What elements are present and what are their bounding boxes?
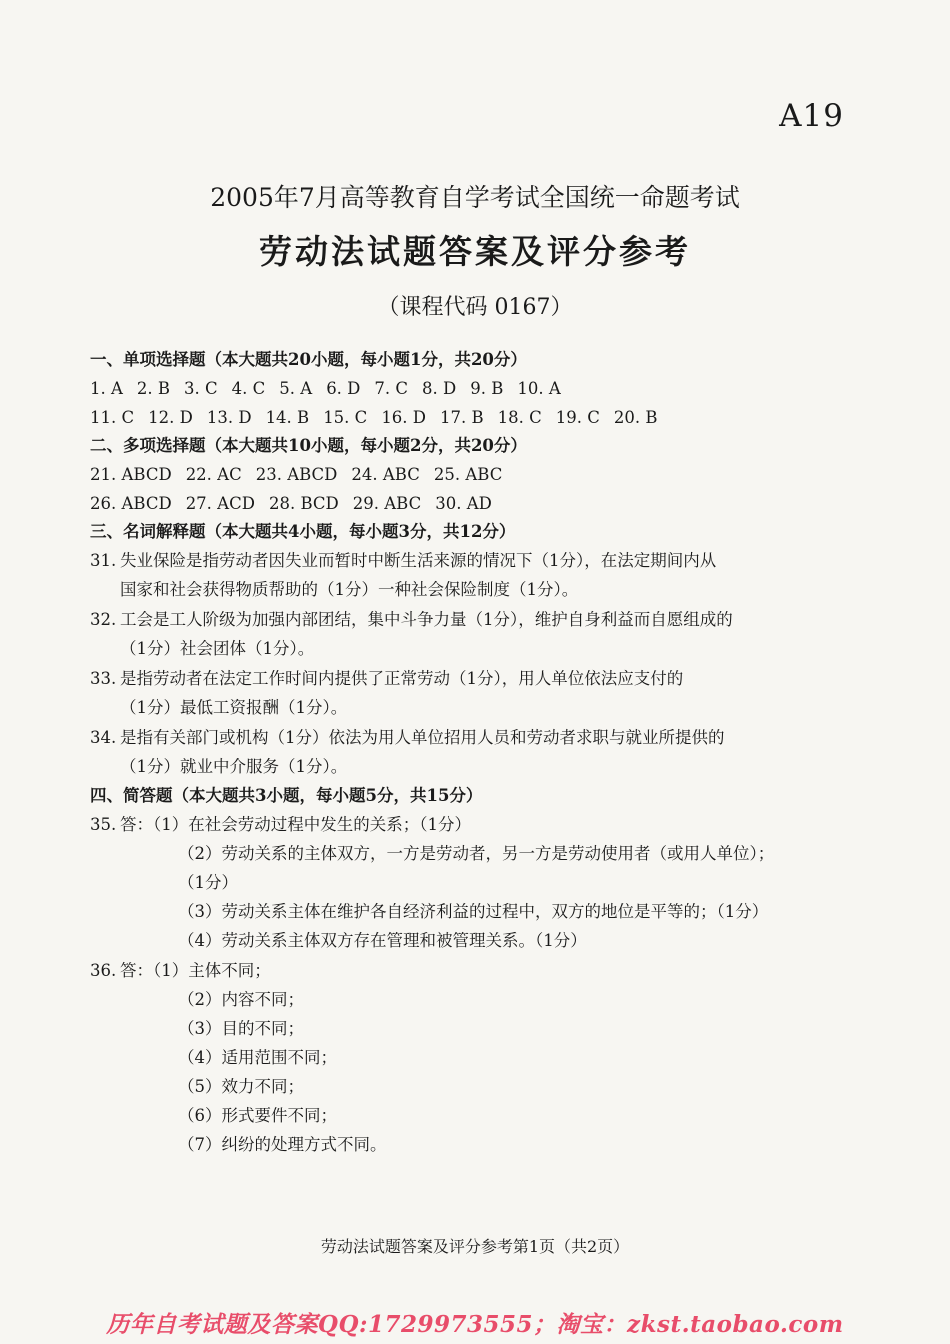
question-35 [90, 810, 820, 955]
answer-text: （1分） [178, 873, 238, 892]
answer-item: 27. ACD [185, 494, 255, 513]
answer-text: （1分）就业中介服务（1分）。 [120, 757, 348, 776]
question-number: 35. [90, 815, 117, 834]
question-number: 32. [90, 610, 117, 629]
answer-item: 5. A [279, 379, 313, 398]
paper-code: A19 [779, 98, 844, 134]
question-33 [90, 664, 820, 722]
answer-item: 11. C [90, 408, 135, 427]
answer-item: 25. ABC [433, 465, 503, 484]
answer-item: 16. D [381, 408, 427, 427]
answer-text: （4）劳动关系主体双方存在管理和被管理关系。（1分） [178, 931, 587, 950]
answer-text: （3）劳动关系主体在维护各自经济利益的过程中，双方的地位是平等的；（1分） [178, 902, 769, 921]
answer-item: 15. C [323, 408, 368, 427]
question-34 [90, 723, 820, 781]
section-heading: 三、名词解释题（本大题共4小题，每小题3分，共12分） [90, 522, 516, 541]
answer-row [90, 374, 820, 403]
answer-item: 9. B [470, 379, 504, 398]
answer-item: 21. ABCD [90, 465, 172, 484]
watermark-text: 历年自考试题及答案QQ:1729973555；淘宝：zkst.taobao.com [106, 1311, 844, 1338]
question-36 [90, 956, 820, 1159]
answer-item: 29. ABC [352, 494, 422, 513]
answer-item: 12. D [148, 408, 193, 427]
answer-text: （2）内容不同； [178, 990, 304, 1009]
course-code: （课程代码 0167） [377, 295, 573, 320]
answer-item: 3. C [184, 379, 218, 398]
answer-text: （2）劳动关系的主体双方，一方是劳动者，另一方是劳动使用者（或用人单位）； [178, 844, 775, 863]
answer-item: 26. ABCD [90, 494, 172, 513]
question-32 [90, 605, 820, 663]
answer-text: 是指有关部门或机构（1分）依法为用人单位招用人员和劳动者求职与就业所提供的 [120, 728, 725, 747]
answer-item: 6. D [326, 379, 361, 398]
question-number: 34. [90, 728, 117, 747]
answer-item: 14. B [265, 408, 310, 427]
answer-text: （1分）社会团体（1分）。 [120, 639, 315, 658]
answer-item: 13. D [206, 408, 252, 427]
answer-item: 18. C [497, 408, 542, 427]
answer-item: 24. ABC [351, 465, 420, 484]
answer-row [90, 489, 820, 518]
section-heading: 二、多项选择题（本大题共10小题，每小题2分，共20分） [90, 436, 527, 455]
answer-item: 8. D [422, 379, 457, 398]
answer-row [90, 460, 820, 489]
answer-text: （1分）最低工资报酬（1分）。 [120, 698, 348, 717]
answer-item: 7. C [374, 379, 409, 398]
answer-item: 1. A [90, 379, 123, 398]
answer-text: （5）效力不同； [178, 1077, 304, 1096]
answer-row [90, 403, 820, 432]
answer-text: 工会是工人阶级为加强内部团结，集中斗争力量（1分），维护自身利益而自愿组成的 [120, 610, 733, 629]
question-31 [90, 546, 820, 604]
section-heading: 一、单项选择题（本大题共20小题，每小题1分，共20分） [90, 350, 527, 369]
answer-text: 失业保险是指劳动者因失业而暂时中断生活来源的情况下（1分），在法定期间内从 [120, 551, 717, 570]
answer-item: 23. ABCD [255, 465, 338, 484]
answer-item: 2. B [136, 379, 171, 398]
answer-item: 22. AC [185, 465, 242, 484]
answer-item: 28. BCD [268, 494, 339, 513]
question-number: 33. [90, 669, 117, 688]
answer-text: 答：（1）在社会劳动过程中发生的关系；（1分） [120, 815, 471, 834]
exam-title: 2005年7月高等教育自学考试全国统一命题考试 [210, 183, 740, 212]
answer-item: 10. A [517, 379, 561, 398]
page-footer: 劳动法试题答案及评分参考第1页（共2页） [320, 1237, 630, 1256]
answer-item: 17. B [440, 408, 484, 427]
answer-content [90, 346, 820, 1160]
answer-item: 19. C [555, 408, 600, 427]
answer-text: 答：（1）主体不同； [120, 961, 271, 980]
answer-text: （6）形式要件不同； [178, 1106, 337, 1125]
answer-item: 4. C [231, 379, 266, 398]
page-title: 劳动法试题答案及评分参考 [259, 232, 691, 271]
question-number: 31. [90, 551, 117, 570]
answer-text: 是指劳动者在法定工作时间内提供了正常劳动（1分），用人单位依法应支付的 [120, 669, 684, 688]
question-number: 36. [90, 961, 117, 980]
answer-text: （3）目的不同； [178, 1019, 304, 1038]
answer-text: 国家和社会获得物质帮助的（1分）一种社会保险制度（1分）。 [120, 580, 579, 599]
answer-text: （4）适用范围不同； [178, 1048, 337, 1067]
section-heading: 四、简答题（本大题共3小题，每小题5分，共15分） [90, 786, 483, 805]
answer-item: 30. AD [435, 494, 492, 513]
answer-item: 20. B [613, 408, 658, 427]
answer-text: （7）纠纷的处理方式不同。 [178, 1135, 387, 1154]
